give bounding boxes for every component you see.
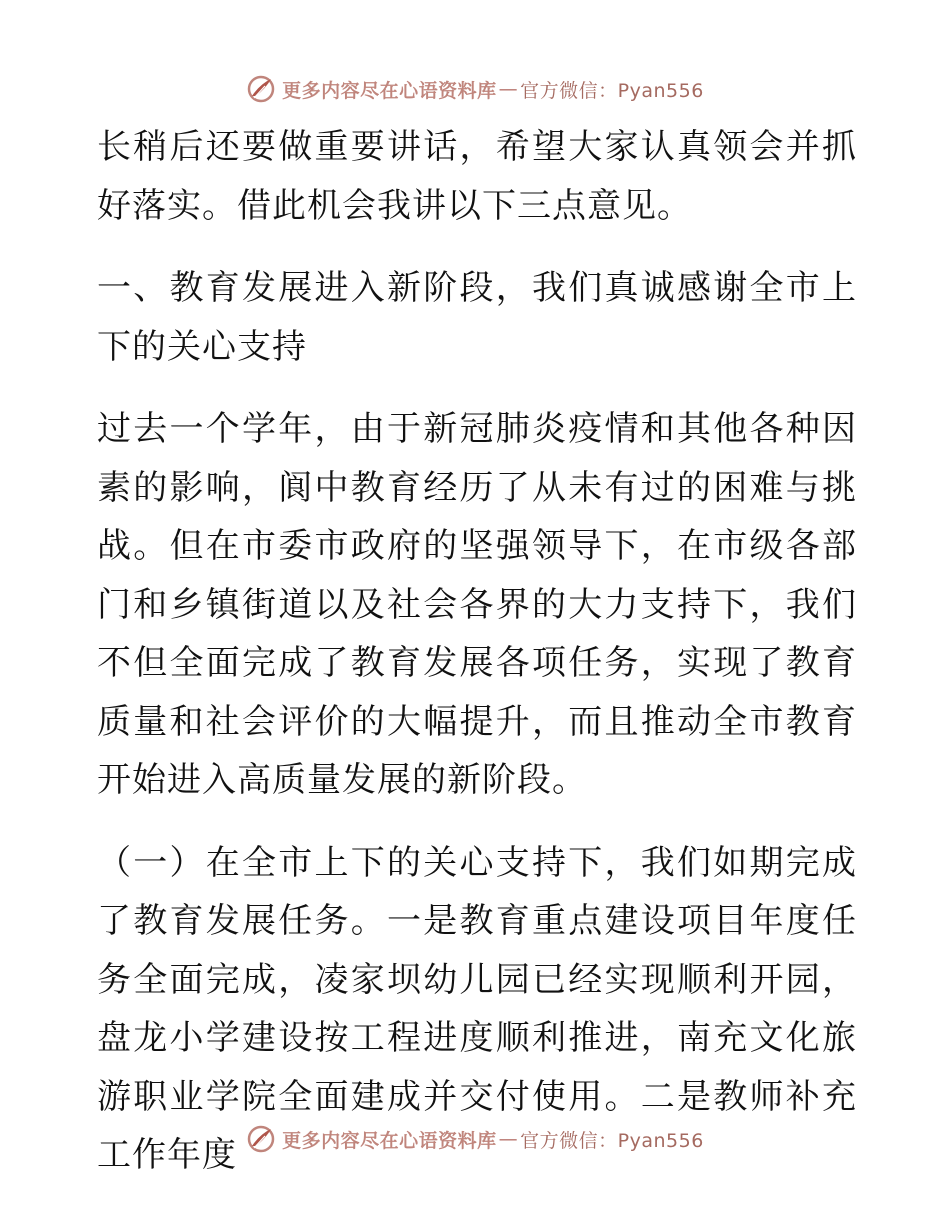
feather-pen-logo-icon (246, 74, 276, 104)
watermark-separator: — (498, 1128, 519, 1150)
watermark-separator: — (498, 78, 519, 100)
watermark-brand: 更多内容尽在心语资料库 (282, 1129, 497, 1152)
paragraph-past-year: 过去一个学年，由于新冠肺炎疫情和其他各种因素的影响，阆中教育经历了从未有过的困难与挑战。但在市委市政府的坚强领导下，在市级各部门和乡镇街道以及社会各界的大力支持下，我们不但全面完成了教育发展各项任务，实现了教育质量和社会评价的大幅提升，而且推动全市教育开始进入高质量发展的新阶段。 (97, 409, 857, 800)
document-body (97, 118, 857, 1185)
section-heading-1: 一、教育发展进入新阶段，我们真诚感谢全市上下的关心支持 (97, 268, 857, 367)
watermark-brand: 更多内容尽在心语资料库 (282, 79, 497, 102)
watermark-wechat: 官方微信：Pyan556 (520, 1129, 704, 1152)
footer-watermark (0, 1124, 950, 1154)
watermark-wechat: 官方微信：Pyan556 (520, 79, 704, 102)
header-watermark (0, 74, 950, 104)
paragraph-continuation: 长稍后还要做重要讲话，希望大家认真领会并抓好落实。借此机会我讲以下三点意见。 (97, 127, 857, 226)
subsection-1-paragraph: （一）在全市上下的关心支持下，我们如期完成了教育发展任务。一是教育重点建设项目年度任务全面完成，凌家坝幼儿园已经实现顺利开园，盘龙小学建设按工程进度顺利推进，南充文化旅游职业学院全面建成并交付使用。二是教师补充工作年度 (97, 842, 857, 1175)
feather-pen-logo-icon (246, 1124, 276, 1154)
